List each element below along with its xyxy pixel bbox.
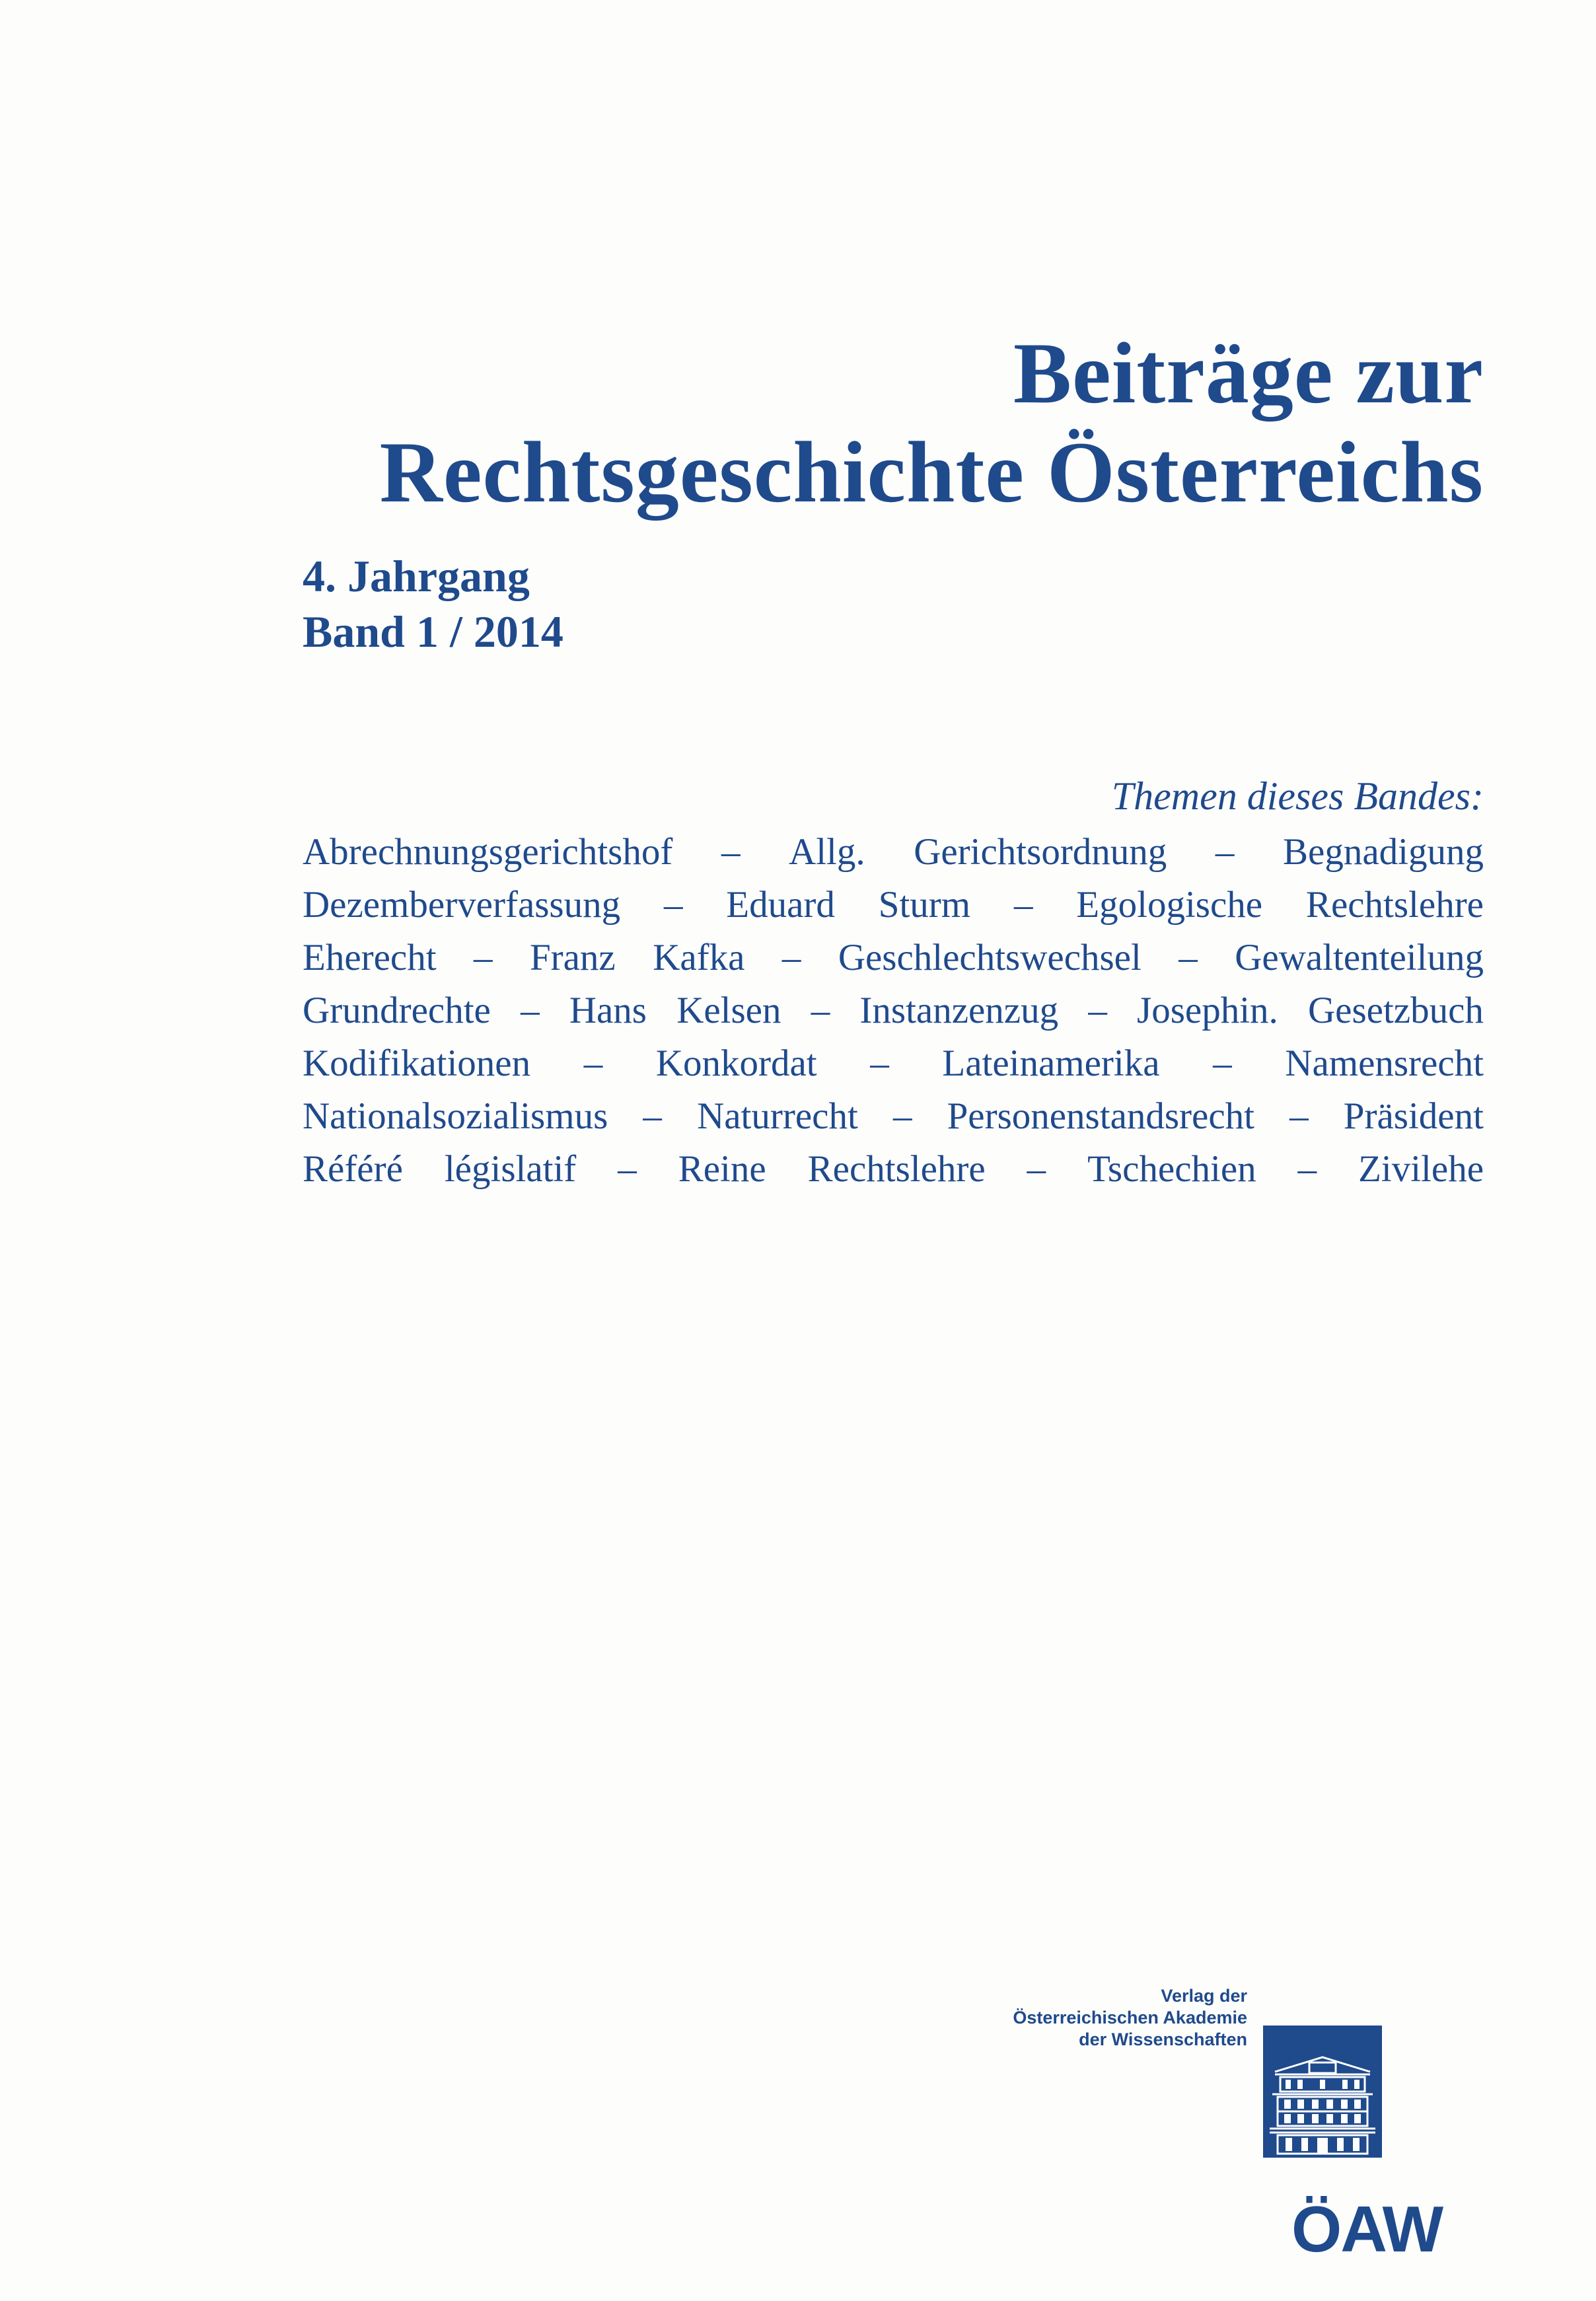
theme-word: Tschechien bbox=[1087, 1148, 1256, 1190]
theme-word: Präsident bbox=[1343, 1095, 1484, 1137]
theme-word: Franz bbox=[529, 937, 616, 978]
oaw-logo-text: ÖAW bbox=[1291, 2193, 1443, 2265]
theme-word: Grundrechte bbox=[303, 990, 491, 1031]
publisher-name bbox=[1013, 1985, 1247, 2051]
theme-word: Eherecht bbox=[303, 937, 437, 978]
theme-word: Personenstandsrecht bbox=[947, 1095, 1254, 1137]
academy-building-logo-icon bbox=[1263, 2026, 1382, 2158]
theme-word: Rechtslehre bbox=[807, 1148, 986, 1190]
theme-separator: – bbox=[474, 937, 493, 978]
theme-word: Référé bbox=[303, 1148, 403, 1190]
theme-separator: – bbox=[1289, 1095, 1309, 1137]
theme-word: Abrechnungsgerichtshof bbox=[303, 831, 673, 873]
theme-line bbox=[303, 931, 1484, 984]
theme-word: Instanzenzug bbox=[859, 990, 1059, 1031]
theme-line bbox=[303, 984, 1484, 1037]
theme-line bbox=[303, 826, 1484, 879]
theme-separator: – bbox=[811, 990, 830, 1031]
theme-separator: – bbox=[1297, 1148, 1317, 1190]
publisher-line-3: der Wissenschaften bbox=[1079, 2029, 1247, 2049]
theme-line bbox=[303, 879, 1484, 931]
theme-word: Gewaltenteilung bbox=[1235, 937, 1484, 978]
theme-word: Josephin. bbox=[1137, 990, 1278, 1031]
theme-separator: – bbox=[1088, 990, 1107, 1031]
theme-word: Namensrecht bbox=[1285, 1042, 1484, 1084]
theme-word: Zivilehe bbox=[1358, 1148, 1484, 1190]
volume-year: 4. Jahrgang bbox=[303, 551, 530, 601]
theme-word: Naturrecht bbox=[697, 1095, 858, 1137]
theme-separator: – bbox=[583, 1042, 603, 1084]
theme-word: Gesetzbuch bbox=[1308, 990, 1484, 1031]
theme-separator: – bbox=[1179, 937, 1198, 978]
themes-heading: Themen dieses Bandes: bbox=[1111, 774, 1484, 818]
theme-separator: – bbox=[781, 937, 801, 978]
theme-line bbox=[303, 1090, 1484, 1143]
theme-word: Hans bbox=[569, 990, 647, 1031]
theme-word: Lateinamerika bbox=[942, 1042, 1160, 1084]
theme-separator: – bbox=[663, 884, 683, 926]
theme-separator: – bbox=[1013, 884, 1033, 926]
theme-word: Rechtslehre bbox=[1305, 884, 1484, 926]
title-line-1: Beiträge zur bbox=[1013, 324, 1484, 421]
theme-word: Konkordat bbox=[655, 1042, 817, 1084]
band-number: Band 1 / 2014 bbox=[303, 606, 563, 657]
theme-word: Nationalsozialismus bbox=[303, 1095, 608, 1137]
theme-separator: – bbox=[892, 1095, 912, 1137]
theme-word: Kelsen bbox=[676, 990, 781, 1031]
theme-word: Kodifikationen bbox=[303, 1042, 531, 1084]
theme-word: Dezemberverfassung bbox=[303, 884, 621, 926]
publisher-line-1: Verlag der bbox=[1161, 1986, 1247, 2006]
theme-word: Allg. bbox=[789, 831, 865, 873]
theme-line bbox=[303, 1143, 1484, 1196]
theme-word: Sturm bbox=[878, 884, 971, 926]
theme-word: Geschlechtswechsel bbox=[838, 937, 1142, 978]
themes-list bbox=[303, 826, 1484, 1196]
theme-separator: – bbox=[1213, 1042, 1232, 1084]
title-line-2: Rechtsgeschichte Österreichs bbox=[379, 423, 1484, 521]
theme-word: Egologische bbox=[1076, 884, 1263, 926]
theme-separator: – bbox=[870, 1042, 889, 1084]
theme-separator: – bbox=[721, 831, 741, 873]
theme-separator: – bbox=[618, 1148, 637, 1190]
theme-separator: – bbox=[521, 990, 540, 1031]
title-block bbox=[380, 324, 1484, 522]
publisher-line-2: Österreichischen Akademie bbox=[1013, 2008, 1247, 2027]
theme-word: Begnadigung bbox=[1283, 831, 1484, 873]
theme-separator: – bbox=[1027, 1148, 1046, 1190]
theme-word: Eduard bbox=[726, 884, 835, 926]
theme-word: Kafka bbox=[653, 937, 745, 978]
theme-separator: – bbox=[643, 1095, 662, 1137]
theme-word: Gerichtsordnung bbox=[914, 831, 1167, 873]
volume-info bbox=[303, 548, 563, 659]
theme-separator: – bbox=[1215, 831, 1235, 873]
theme-line bbox=[303, 1037, 1484, 1090]
theme-word: Reine bbox=[678, 1148, 766, 1190]
theme-word: législatif bbox=[444, 1148, 577, 1190]
